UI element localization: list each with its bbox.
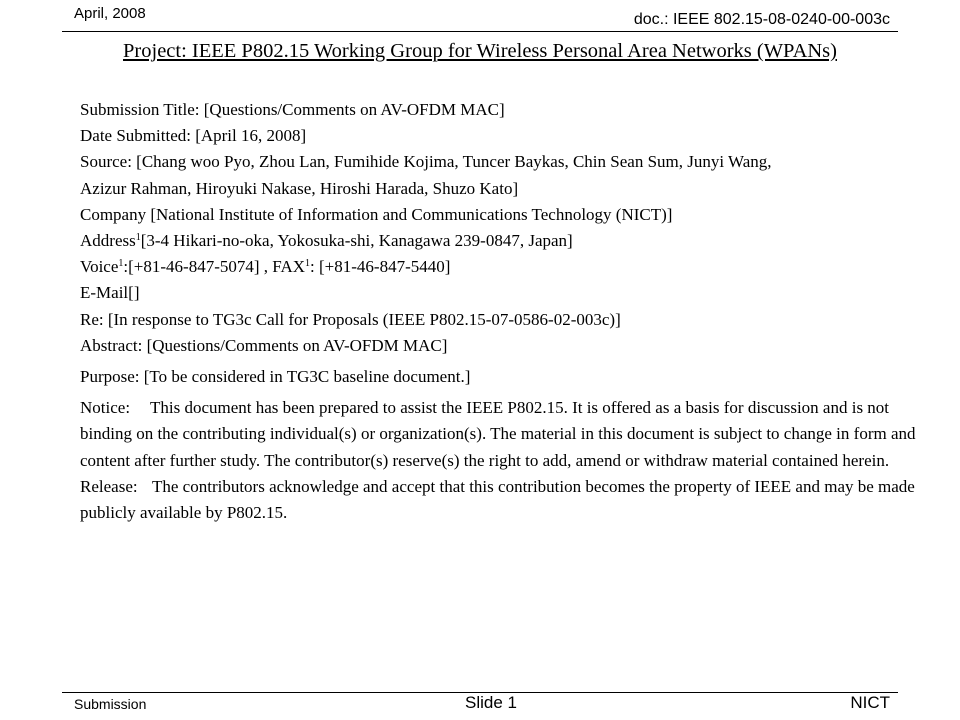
voice-footnote-mark: 1 <box>118 258 124 270</box>
email: E-Mail[] <box>80 283 140 303</box>
voice-label: Voice <box>80 257 119 277</box>
abstract: Abstract: [Questions/Comments on AV-OFDM MAC] <box>80 335 448 355</box>
submission-body <box>80 97 940 526</box>
voice-fax <box>80 254 940 280</box>
date-submitted: Date Submitted: [April 16, 2008] <box>80 126 307 146</box>
notice <box>80 395 940 474</box>
header-date: April, 2008 <box>74 5 146 22</box>
footer-slide-number: Slide 1 <box>465 693 517 712</box>
header-divider <box>62 31 898 32</box>
fax-footnote-mark: 1 <box>305 258 311 270</box>
voice-value: :[+81-46-847-5074] , FAX <box>123 257 306 277</box>
release <box>80 474 940 526</box>
submission-title: Submission Title: [Questions/Comments on AV-OFDM MAC] <box>80 100 505 119</box>
release-label: Release: <box>80 476 138 496</box>
footer-org: NICT <box>850 693 890 712</box>
purpose: Purpose: [To be considered in TG3C baseline document.] <box>80 367 471 387</box>
notice-label: Notice: <box>80 398 131 418</box>
release-text: The contributors acknowledge and accept that this contribution becomes the property of IEEE and may be made publicly available by P802.15. <box>80 476 915 523</box>
project-title: Project: IEEE P802.15 Working Group for Wireless Personal Area Networks (WPANs) <box>123 40 837 62</box>
source-line-1: Source: [Chang woo Pyo, Zhou Lan, Fumihide Kojima, Tuncer Baykas, Chin Sean Sum, Junyi Wang, <box>80 152 772 172</box>
company: Company [National Institute of Information and Communications Technology (NICT)] <box>80 204 673 224</box>
address-value: [3-4 Hikari-no-oka, Yokosuka-shi, Kanagawa 239-0847, Japan] <box>140 231 573 251</box>
address-footnote-mark: 1 <box>135 232 141 244</box>
footer-submission: Submission <box>74 696 147 712</box>
notice-text: This document has been prepared to assist the IEEE P802.15. It is offered as a basis for discussion and is not binding on the contributing individual(s) or organization(s). The material in this document is subject to change in form and content after further study. The contributor(s) reserve(s) the right to add, amend or withdraw material contained herein. <box>80 398 916 470</box>
re-line: Re: [In response to TG3c Call for Proposals (IEEE P802.15-07-0586-02-003c)] <box>80 309 621 329</box>
header-doc-id: doc.: IEEE 802.15-08-0240-00-003c <box>633 11 890 28</box>
address-label: Address <box>80 231 136 251</box>
fax-value: : [+81-46-847-5440] <box>310 257 451 277</box>
source-line-2: Azizur Rahman, Hiroyuki Nakase, Hiroshi Harada, Shuzo Kato] <box>80 178 519 198</box>
address <box>80 228 940 254</box>
